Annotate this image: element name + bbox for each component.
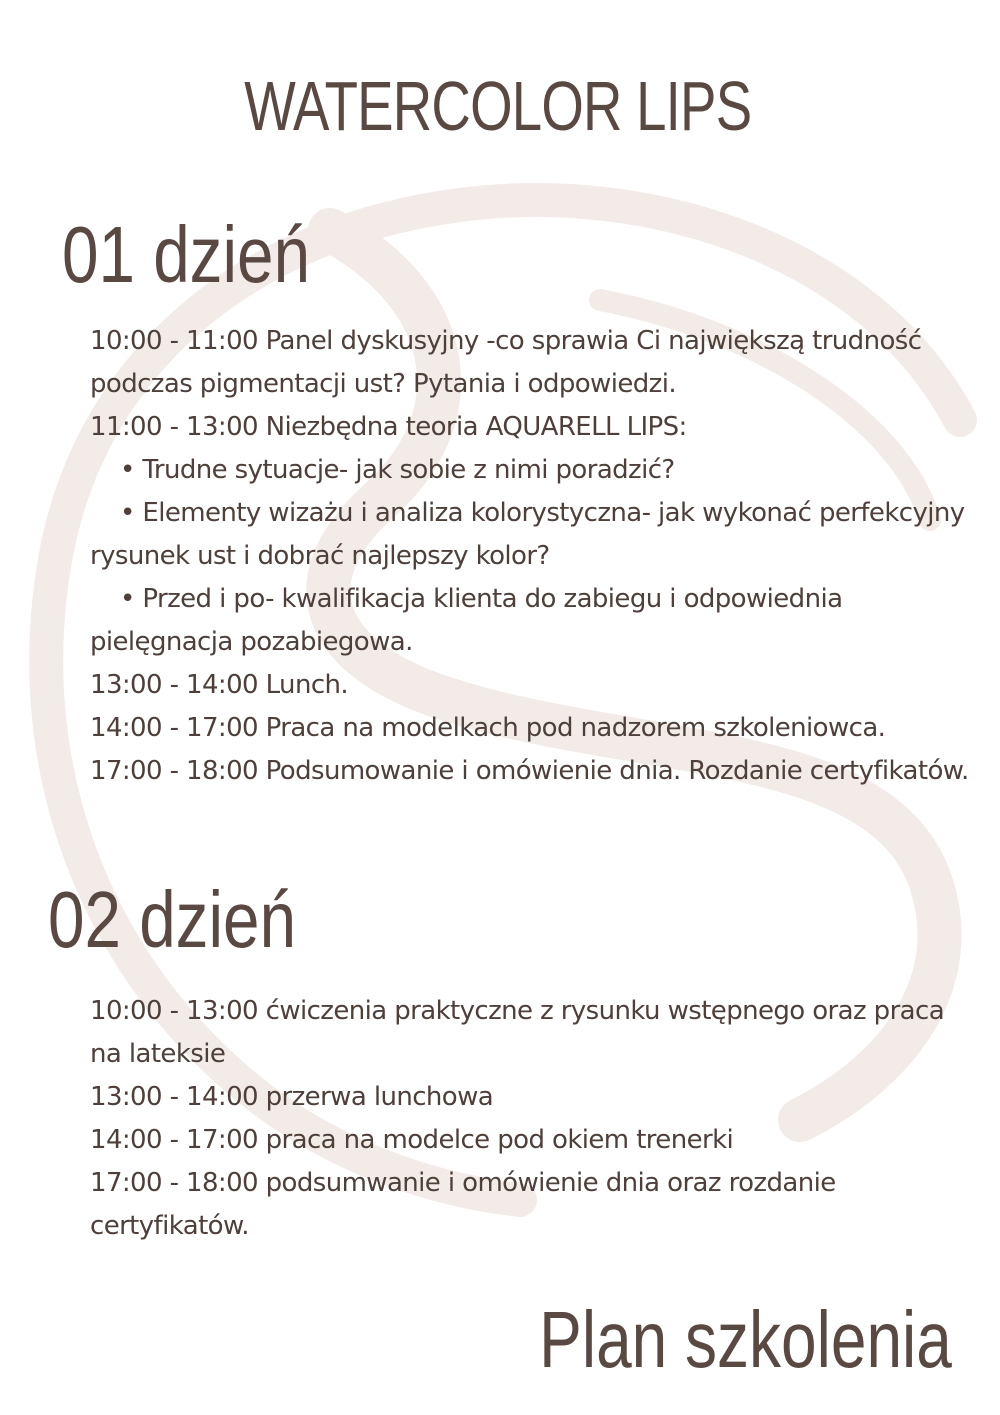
day1-heading: 01 dzień (62, 210, 311, 299)
schedule-item: 10:00 - 13:00 ćwiczenia praktyczne z rysunku wstępnego oraz praca na lateksie (90, 996, 945, 1069)
page-title: WATERCOLOR LIPS (244, 67, 752, 145)
schedule-subitem: • Trudne sytuacje- jak sobie z nimi poradzić? (120, 455, 675, 485)
schedule-item: 17:00 - 18:00 Podsumowanie i omówienie dnia. Rozdanie certyfikatów. (90, 756, 969, 786)
schedule-subitem: • Elementy wizażu i analiza kolorystyczna- jak wykonać perfekcyjny rysunek ust i dobrać najlepszy kolor? (90, 498, 965, 571)
day1-schedule (90, 320, 980, 793)
schedule-item: 13:00 - 14:00 Lunch. (90, 670, 349, 700)
schedule-item: 11:00 - 13:00 Niezbędna teoria AQUARELL LIPS: (90, 412, 687, 442)
schedule-item: 17:00 - 18:00 podsumwanie i omówienie dnia oraz rozdanie certyfikatów. (90, 1168, 836, 1241)
schedule-item: 14:00 - 17:00 praca na modelce pod okiem trenerki (90, 1125, 734, 1155)
schedule-item: 13:00 - 14:00 przerwa lunchowa (90, 1082, 494, 1112)
footer-title: Plan szkolenia (539, 1295, 952, 1384)
day2-heading: 02 dzień (48, 875, 297, 964)
schedule-subitem: • Przed i po- kwalifikacja klienta do zabiegu i odpowiednia pielęgnacja pozabiegowa. (90, 584, 843, 657)
schedule-item: 14:00 - 17:00 Praca na modelkach pod nadzorem szkoleniowca. (90, 713, 886, 743)
schedule-item: 10:00 - 11:00 Panel dyskusyjny -co sprawia Ci największą trudność podczas pigmentacji ust? Pytania i odpowiedzi. (90, 326, 922, 399)
day2-schedule (90, 990, 980, 1248)
